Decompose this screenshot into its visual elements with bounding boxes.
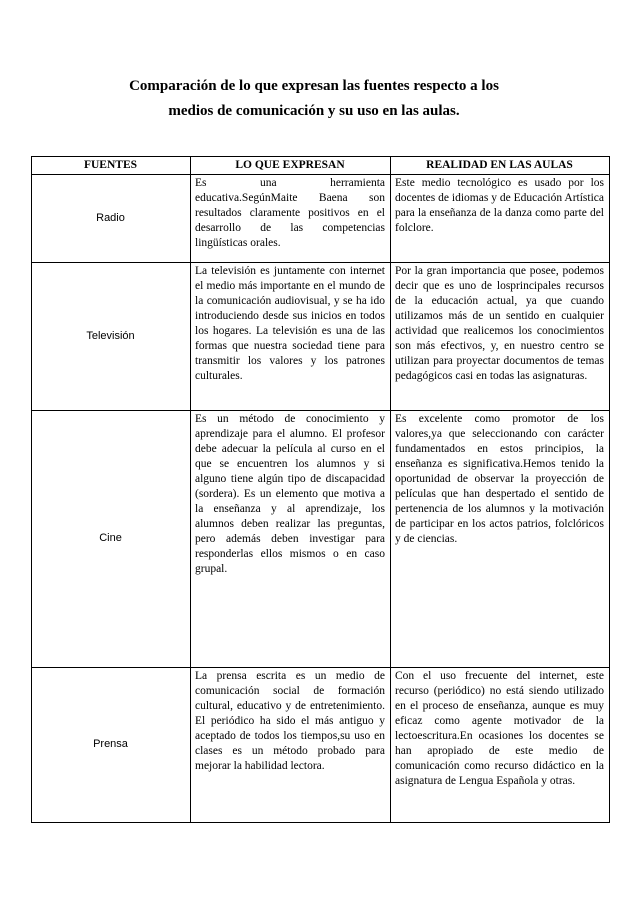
source-cell: Radio [32, 175, 191, 263]
page-title [0, 74, 638, 124]
source-cell: Cine [32, 411, 191, 668]
expresan-cell: Es una herramienta educativa.SegúnMaite Baena son resultados claramente positivos en el desarrollo de las competencias lingüísticas orales. [191, 175, 391, 263]
realidad-cell: Por la gran importancia que posee, podemos decir que es uno de losprincipales recursos de la educación actual, ya que cuando utilizamos más de un sentido en cualquier actividad que realicemos los conocimientos son más efectivos, y, en nuestro centro se utilizan para proyectar documentos de temas pedagógicos casi en todas las asignaturas. [391, 263, 610, 411]
table-row-radio [32, 175, 610, 263]
table-row-cine [32, 411, 610, 668]
realidad-cell: Este medio tecnológico es usado por los docentes de idiomas y de Educación Artística para la enseñanza de la danza como parte del folclore. [391, 175, 610, 263]
header-fuentes: FUENTES [32, 157, 191, 175]
title-line-1: Comparación de lo que expresan las fuentes respecto a los [129, 78, 499, 94]
comparison-table [31, 156, 610, 823]
table-row-prensa [32, 668, 610, 823]
expresan-cell: La televisión es juntamente con internet el medio más importante en el mundo de la comunicación audiovisual, y se ha ido introduciendo desde sus inicios en todos los hogares. La televisión es una de las formas que nuestra sociedad tiene para transmitir los valores y los patrones culturales. [191, 263, 391, 411]
header-realidad-en-las-aulas: REALIDAD EN LAS AULAS [391, 157, 610, 175]
table-header-row [32, 157, 610, 175]
source-cell: Prensa [32, 668, 191, 823]
table-row-television [32, 263, 610, 411]
realidad-cell: Es excelente como promotor de los valores,ya que seleccionando con carácter fundamentados en estos principios, la enseñanza es significativa.Hemos tenido la oportunidad de observar la proyección de películas que han despertado el sentido de pertenencia de los alumnos y la motivación de participar en los actos patrios, folclóricos y de ciencias. [391, 411, 610, 668]
realidad-cell: Con el uso frecuente del internet, este recurso (periódico) no está siendo utilizado en el proceso de enseñanza, aunque es muy eficaz como agente motivador de la lectoescritura.En ocasiones los docentes se han apropiado de este medio de comunicación como recurso didáctico en la asignatura de Lengua Española y otras. [391, 668, 610, 823]
title-line-2: medios de comunicación y su uso en las aulas. [168, 103, 460, 119]
header-lo-que-expresan: LO QUE EXPRESAN [191, 157, 391, 175]
expresan-cell: La prensa escrita es un medio de comunicación social de formación cultural, educativo y de entretenimiento. El periódico ha sido el más antiguo y aceptado de todos los tiempos,su uso en clases es un método probado para mejorar la habilidad lectora. [191, 668, 391, 823]
source-cell: Televisión [32, 263, 191, 411]
expresan-cell: Es un método de conocimiento y aprendizaje para el alumno. El profesor debe adecuar la película al curso en el que se encuentren los alumnos y si alguno tiene algún tipo de discapacidad (sordera). Es un elemento que motiva a la enseñanza y al aprendizaje, los alumnos deben realizar las preguntas, pero además deben investigar para responderlas ellos mismos o en caso grupal. [191, 411, 391, 668]
